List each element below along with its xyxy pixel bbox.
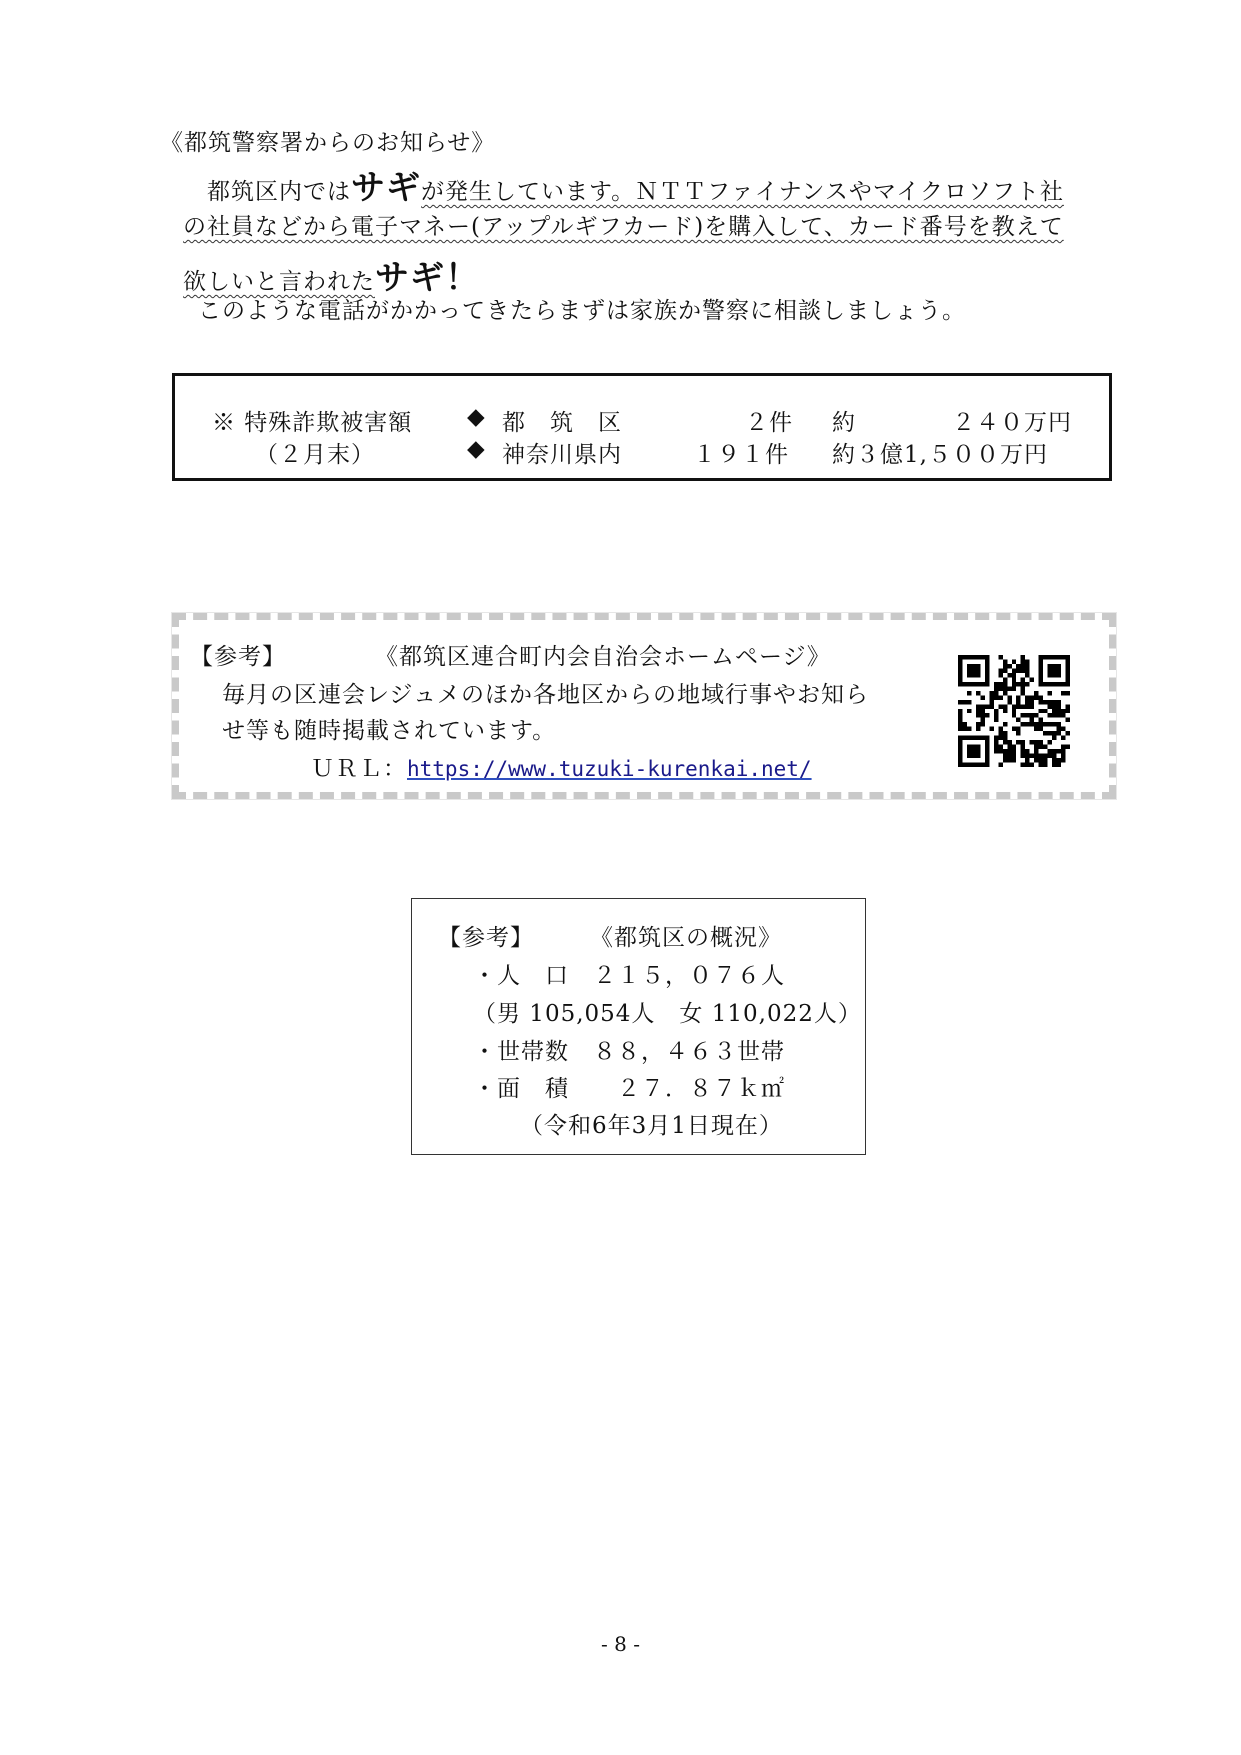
page-number: - 8 - xyxy=(601,1632,640,1656)
qr-code-icon[interactable] xyxy=(958,655,1070,767)
reference-body-2: せ等も随時掲載されています。 xyxy=(222,718,557,744)
reference-tag: 【参考】 xyxy=(190,644,286,670)
overview-tag: 【参考】 xyxy=(438,925,534,951)
overview-population: ・人 口 ２１５，０７６人 xyxy=(473,963,785,989)
overview-gender: （男 105,054人 女 110,022人） xyxy=(473,1001,862,1027)
fraud-amount-1: 約 ２４０万円 xyxy=(832,410,1072,436)
fraud-area-1: 都 筑 区 xyxy=(502,410,622,436)
saggi-emphasis-2: サギ xyxy=(375,258,445,298)
fraud-count-1: ２件 xyxy=(745,410,793,436)
reference-title: 《都筑区連合町内会自治会ホームページ》 xyxy=(375,644,831,670)
fraud-period: （２月末） xyxy=(255,442,375,468)
fraud-bullet-2: ◆ xyxy=(467,436,486,462)
notice-line-1-post: が発生しています。ＮＴＴファイナンスやマイクロソフト社 xyxy=(421,179,1064,205)
notice-line-4: このような電話がかかってきたらまずは家族か警察に相談しましょう。 xyxy=(198,298,966,324)
notice-line-1-pre: 都筑区内では xyxy=(207,179,351,205)
overview-as-of: （令和6年3月1日現在） xyxy=(520,1113,783,1139)
homepage-url-link[interactable]: https://www.tuzuki-kurenkai.net/ xyxy=(407,757,812,781)
exclamation: ！ xyxy=(445,258,480,298)
notice-line-3-pre: 欲しいと言われた xyxy=(183,269,375,295)
notice-heading: 《都筑警察署からのお知らせ》 xyxy=(160,130,496,156)
overview-title: 《都筑区の概況》 xyxy=(590,925,782,951)
saggi-emphasis-1: サギ xyxy=(351,168,421,208)
fraud-bullet-1: ◆ xyxy=(467,404,486,430)
fraud-amount-2: 約３億1,５００万円 xyxy=(832,442,1048,468)
overview-area: ・面 積 ２７．８７ｋ㎡ xyxy=(473,1076,785,1102)
url-label: ＵＲＬ： xyxy=(311,756,407,782)
notice-line-2: の社員などから電子マネー(アップルギフカード)を購入して、カード番号を教えて xyxy=(183,214,1064,240)
reference-url-line xyxy=(311,750,812,783)
fraud-count-2: １９１件 xyxy=(693,442,789,468)
fraud-area-2: 神奈川県内 xyxy=(502,442,622,468)
reference-body-1: 毎月の区連会レジュメのほか各地区からの地域行事やお知ら xyxy=(222,682,869,708)
notice-line-1 xyxy=(207,160,1064,209)
fraud-label: ※ 特殊詐欺被害額 xyxy=(212,410,413,436)
overview-households: ・世帯数 ８８，４６３世帯 xyxy=(473,1039,785,1065)
